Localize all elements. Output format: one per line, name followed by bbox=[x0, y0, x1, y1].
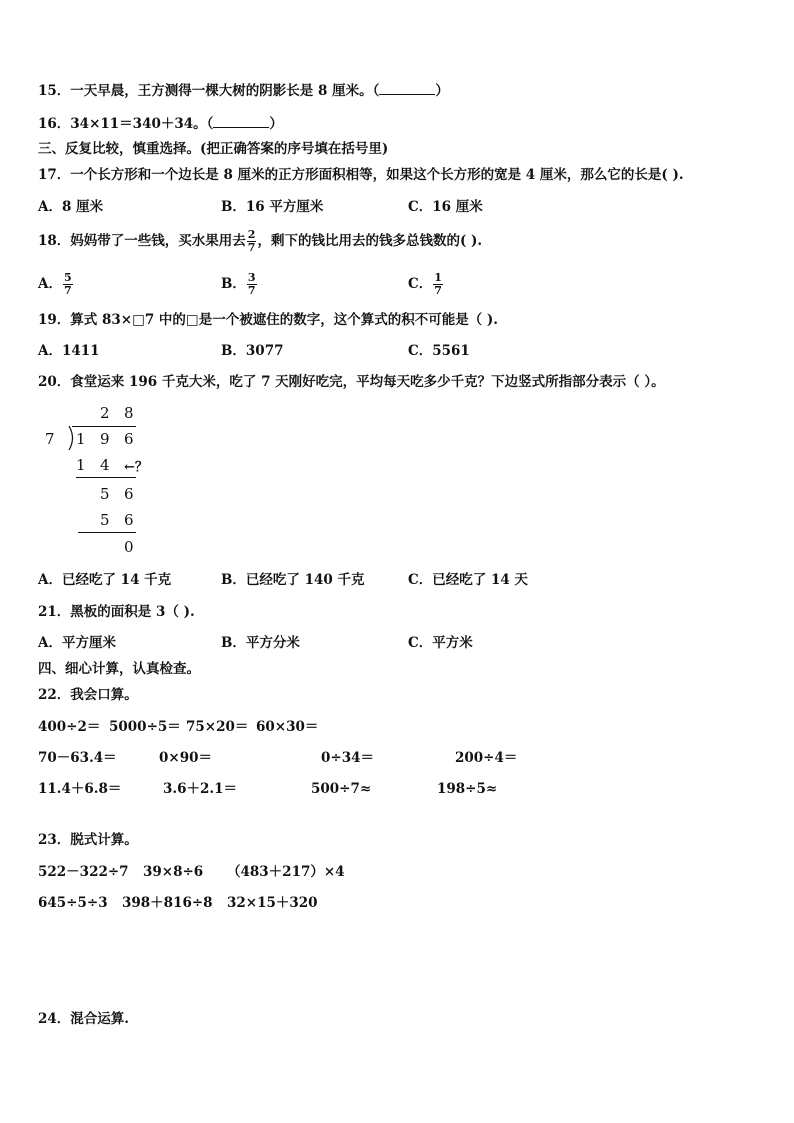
calc-item: 32×15＋320 bbox=[227, 895, 318, 911]
calc-item: （483＋217）×4 bbox=[227, 864, 345, 880]
question-20-text: 20．食堂运来 196 千克大米，吃了 7 天刚好吃完，平均每天吃多少千克？下边竖式所指部分表示（ ）。 bbox=[38, 374, 665, 390]
calc-item: 645÷5÷3 bbox=[38, 895, 108, 911]
q18-option-a[interactable] bbox=[38, 268, 74, 300]
question-18 bbox=[38, 226, 482, 256]
section-3-heading: 三、反复比较，慎重选择。(把正确答案的序号填在括号里) bbox=[38, 141, 389, 157]
step1-digit: 4 bbox=[100, 456, 110, 474]
dividend-digit: 9 bbox=[100, 430, 110, 448]
divisor: 7 bbox=[45, 430, 55, 448]
q21-option-b[interactable]: B．平方分米 bbox=[221, 635, 300, 651]
question-23-title: 23．脱式计算。 bbox=[38, 832, 138, 848]
question-21-text: 21．黑板的面积是 3（ ). bbox=[38, 604, 195, 620]
calc-item: 0×90＝ bbox=[159, 750, 212, 766]
question-22-title: 22．我会口算。 bbox=[38, 687, 138, 703]
question-16-end: ） bbox=[269, 116, 283, 132]
question-18-text-after: ，剩下的钱比用去的钱多总钱数的( ). bbox=[257, 233, 483, 249]
fraction-denominator: 7 bbox=[63, 284, 72, 297]
remainder: 0 bbox=[124, 538, 134, 556]
fraction-denominator: 7 bbox=[434, 284, 442, 297]
calc-item: 70－63.4＝ bbox=[38, 750, 117, 766]
q21-option-a[interactable]: A．平方厘米 bbox=[38, 635, 116, 651]
q20-option-b[interactable]: B．已经吃了 140 千克 bbox=[221, 572, 365, 588]
q21-option-c[interactable]: C．平方米 bbox=[408, 635, 473, 651]
q17-option-a[interactable]: A．8 厘米 bbox=[38, 199, 104, 215]
question-15-text: 15．一天早晨，王方测得一棵大树的阴影长是 8 厘米。（ bbox=[38, 83, 380, 99]
question-16-text: 16．34×11＝340＋34。（ bbox=[38, 116, 214, 132]
calc-item: 522－322÷7 bbox=[38, 864, 129, 880]
step2-digit: 6 bbox=[124, 485, 134, 503]
calc-item: 60×30＝ bbox=[256, 719, 319, 735]
fraction-numerator: 2 bbox=[247, 228, 256, 241]
pointer-arrow-annotation: ←？ bbox=[124, 460, 148, 475]
calc-item: 500÷7≈ bbox=[311, 781, 372, 797]
q18-option-b[interactable] bbox=[221, 268, 258, 300]
step3-digit: 5 bbox=[100, 511, 110, 529]
fraction-denominator: 7 bbox=[247, 284, 256, 297]
division-bar bbox=[72, 426, 136, 427]
fraction-2-7 bbox=[247, 229, 257, 254]
calc-item: 398＋816÷8 bbox=[122, 895, 213, 911]
fraction-numerator: 3 bbox=[247, 271, 256, 284]
q20-option-c[interactable]: C．已经吃了 14 天 bbox=[408, 572, 528, 588]
q19-option-c[interactable]: C．5561 bbox=[408, 343, 470, 359]
dividend-digit: 6 bbox=[124, 430, 134, 448]
step3-digit: 6 bbox=[124, 511, 134, 529]
option-label: A． bbox=[38, 276, 62, 292]
calc-item: 39×8÷6 bbox=[143, 864, 204, 880]
step1-digit: 1 bbox=[76, 456, 86, 474]
option-label: B． bbox=[221, 276, 246, 292]
question-17-text: 17．一个长方形和一个边长是 8 厘米的正方形面积相等，如果这个长方形的宽是 4 厘米，那么它的长是( ). bbox=[38, 167, 684, 183]
fraction-numerator: 5 bbox=[63, 271, 72, 284]
answer-blank-16[interactable] bbox=[213, 115, 269, 128]
step-line bbox=[78, 532, 136, 533]
question-15-end: ） bbox=[435, 83, 449, 99]
calc-item: 11.4＋6.8＝ bbox=[38, 781, 122, 797]
calc-item: 200÷4＝ bbox=[455, 750, 518, 766]
question-15 bbox=[38, 82, 449, 100]
step-line bbox=[76, 477, 136, 478]
quotient-digit: 8 bbox=[124, 404, 134, 422]
question-19-text: 19．算式 83×□7 中的□是一个被遮住的数字，这个算式的积不可能是（ ). bbox=[38, 312, 498, 328]
section-4-heading: 四、细心计算，认真检查。 bbox=[38, 661, 200, 677]
calc-item: 0÷34＝ bbox=[321, 750, 374, 766]
dividend-digit: 1 bbox=[76, 430, 86, 448]
q20-option-a[interactable]: A．已经吃了 14 千克 bbox=[38, 572, 172, 588]
option-fraction bbox=[433, 272, 443, 297]
step2-digit: 5 bbox=[100, 485, 110, 503]
option-label: C． bbox=[408, 276, 433, 292]
calc-item: 400÷2＝ bbox=[38, 719, 101, 735]
q18-option-c[interactable] bbox=[408, 268, 444, 300]
question-18-text-before: 18．妈妈带了一些钱，买水果用去 bbox=[38, 233, 246, 249]
q17-option-c[interactable]: C．16 厘米 bbox=[408, 199, 483, 215]
quotient-digit: 2 bbox=[100, 404, 110, 422]
calc-item: 3.6＋2.1＝ bbox=[163, 781, 237, 797]
calc-item: 75×20＝ bbox=[186, 719, 249, 735]
calc-item: 198÷5≈ bbox=[437, 781, 498, 797]
q19-option-b[interactable]: B．3077 bbox=[221, 343, 284, 359]
question-16 bbox=[38, 115, 283, 133]
question-24-title: 24．混合运算. bbox=[38, 1011, 129, 1027]
calc-item: 5000÷5＝ bbox=[109, 719, 181, 735]
fraction-numerator: 1 bbox=[434, 271, 442, 284]
q17-option-b[interactable]: B．16 平方厘米 bbox=[221, 199, 324, 215]
q19-option-a[interactable]: A．1411 bbox=[38, 343, 100, 359]
option-fraction bbox=[63, 272, 73, 297]
answer-blank-15[interactable] bbox=[379, 82, 435, 95]
fraction-denominator: 7 bbox=[247, 241, 256, 254]
option-fraction bbox=[247, 272, 257, 297]
